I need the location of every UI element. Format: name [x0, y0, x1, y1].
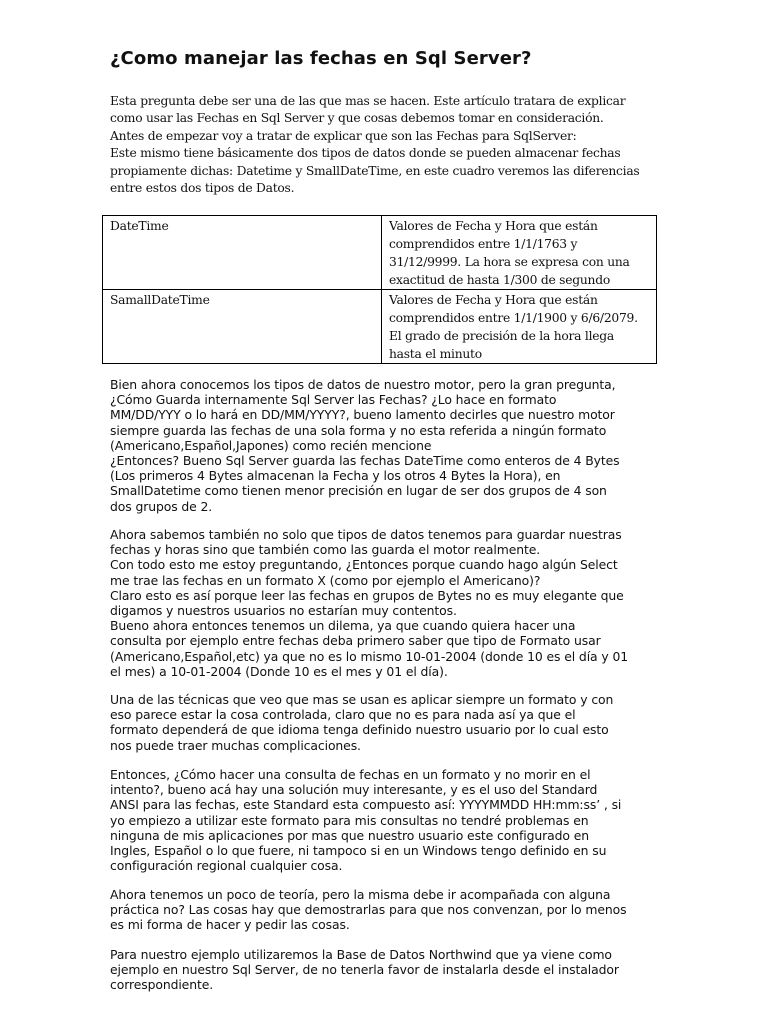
body-paragraph: [110, 887, 626, 933]
text-line: Entonces, ¿Cómo hacer una consulta de fechas en un formato y no morir en el: [110, 767, 591, 782]
type-description-cell: [382, 216, 657, 290]
body-paragraph: [110, 692, 613, 753]
cell-line: 31/12/9999. La hora se expresa con una: [389, 255, 630, 269]
intro-paragraph: [110, 93, 639, 197]
type-name-cell: SamallDateTime: [103, 290, 382, 364]
text-line: (Americano,Español,Japones) como recién mencione: [110, 437, 432, 453]
text-line: Ahora sabemos también no solo que tipos de datos tenemos para guardar nuestras: [110, 527, 622, 542]
text-line: eso parece estar la cosa controlada, claro que no es para nada así ya que el: [110, 707, 576, 723]
text-line: SmallDatetime como tienen menor precisión en lugar de ser dos grupos de 4 son: [110, 483, 607, 499]
body-paragraph: [110, 377, 619, 514]
text-line: Con todo esto me estoy preguntando, ¿Entonces porque cuando hago algún Select: [110, 557, 618, 573]
text-line: Bien ahora conocemos los tipos de datos de nuestro motor, pero la gran pregunta,: [110, 377, 616, 392]
cell-line: hasta el minuto: [389, 347, 482, 361]
cell-line: Valores de Fecha y Hora que están: [389, 293, 598, 307]
text-line: correspondiente.: [110, 977, 214, 993]
text-line: entre estos dos tipos de Datos.: [110, 181, 295, 196]
text-line: me trae las fechas en un formato X (como por ejemplo el Americano)?: [110, 572, 541, 588]
text-line: MM/DD/YYY o lo hará en DD/MM/YYYY?, bueno lamento decirles que nuestro motor: [110, 407, 615, 423]
text-line: intento?, bueno acá hay una solución muy interesante, y es el uso del Standard: [110, 782, 598, 798]
cell-line: El grado de precisión de la hora llega: [389, 329, 614, 343]
text-line: dos grupos de 2.: [110, 498, 213, 514]
text-line: Claro esto es así porque leer las fechas en grupos de Bytes no es muy elegante que: [110, 587, 624, 603]
text-line: propiamente dichas: Datetime y SmallDateTime, en este cuadro veremos las diferencias: [110, 163, 640, 178]
text-line: ¿Cómo Guarda internamente Sql Server las Fechas? ¿Lo hace en formato: [110, 392, 557, 408]
text-line: Ingles, Español o lo que fuere, ni tampoco si en un Windows tengo definido en su: [110, 843, 607, 859]
text-line: ninguna de mis aplicaciones por mas que nuestro usuario este configurado en: [110, 827, 589, 843]
text-line: Una de las técnicas que veo que mas se usan es aplicar siempre un formato y con: [110, 692, 614, 707]
text-line: (Los primeros 4 Bytes almacenan la Fecha y los otros 4 Bytes la Hora), en: [110, 468, 561, 484]
text-line: Ahora tenemos un poco de teoría, pero la misma debe ir acompañada con alguna: [110, 887, 611, 902]
text-line: (Americano,Español,etc) ya que no es lo mismo 10-01-2004 (donde 10 es el día y 01: [110, 648, 629, 664]
text-line: configuración regional cualquier cosa.: [110, 858, 343, 874]
text-line: digamos y nuestros usuarios no estarían muy contentos.: [110, 603, 457, 619]
text-line: Antes de empezar voy a tratar de explicar que son las Fechas para SqlServer:: [110, 128, 577, 143]
text-line: fechas y horas sino que también como las guarda el motor realmente.: [110, 542, 541, 558]
cell-line: comprendidos entre 1/1/1763 y: [389, 237, 578, 251]
text-line: yo empiezo a utilizar este formato para mis consultas no tendré problemas en: [110, 812, 589, 828]
text-line: es mi forma de hacer y pedir las cosas.: [110, 917, 350, 933]
cell-line: Valores de Fecha y Hora que están: [389, 219, 598, 233]
cell-line: comprendidos entre 1/1/1900 y 6/6/2079.: [389, 311, 638, 325]
text-line: formato dependerá de que idioma tenga definido nuestro usuario por lo cual esto: [110, 722, 609, 738]
text-line: ejemplo en nuestro Sql Server, de no tenerla favor de instalarla desde el instalador: [110, 962, 619, 978]
date-types-table: [102, 215, 657, 364]
text-line: consulta por ejemplo entre fechas deba primero saber que tipo de Formato usar: [110, 633, 601, 649]
table-row: [103, 290, 657, 364]
text-line: Esta pregunta debe ser una de las que mas se hacen. Este artículo tratara de explicar: [110, 94, 626, 108]
body-paragraph: [110, 767, 621, 873]
text-line: siempre guarda las fechas de una sola forma y no esta referida a ningún formato: [110, 422, 607, 438]
text-line: Bueno ahora entonces tenemos un dilema, ya que cuando quiera hacer una: [110, 618, 576, 634]
body-paragraph: [110, 947, 619, 993]
text-line: Para nuestro ejemplo utilizaremos la Base de Datos Northwind que ya viene como: [110, 947, 612, 962]
cell-line: exactitud de hasta 1/300 de segundo: [389, 273, 610, 287]
text-line: nos puede traer muchas complicaciones.: [110, 737, 361, 753]
text-line: el mes) a 10-01-2004 (Donde 10 es el mes y 01 el día).: [110, 663, 448, 679]
body-paragraph: [110, 527, 628, 679]
page-title: ¿Como manejar las fechas en Sql Server?: [110, 48, 532, 69]
text-line: práctica no? Las cosas hay que demostrarlas para que nos convenzan, por lo menos: [110, 902, 627, 918]
type-description-cell: [382, 290, 657, 364]
text-line: ¿Entonces? Bueno Sql Server guarda las fechas DateTime como enteros de 4 Bytes: [110, 453, 620, 469]
text-line: Este mismo tiene básicamente dos tipos de datos donde se pueden almacenar fechas: [110, 146, 621, 161]
table-row: [103, 216, 657, 290]
text-line: como usar las Fechas en Sql Server y que cosas debemos tomar en consideración.: [110, 111, 604, 126]
text-line: ANSI para las fechas, este Standard esta compuesto así: YYYYMMDD HH:mm:ss’ , si: [110, 797, 622, 813]
type-name-cell: DateTime: [103, 216, 382, 290]
